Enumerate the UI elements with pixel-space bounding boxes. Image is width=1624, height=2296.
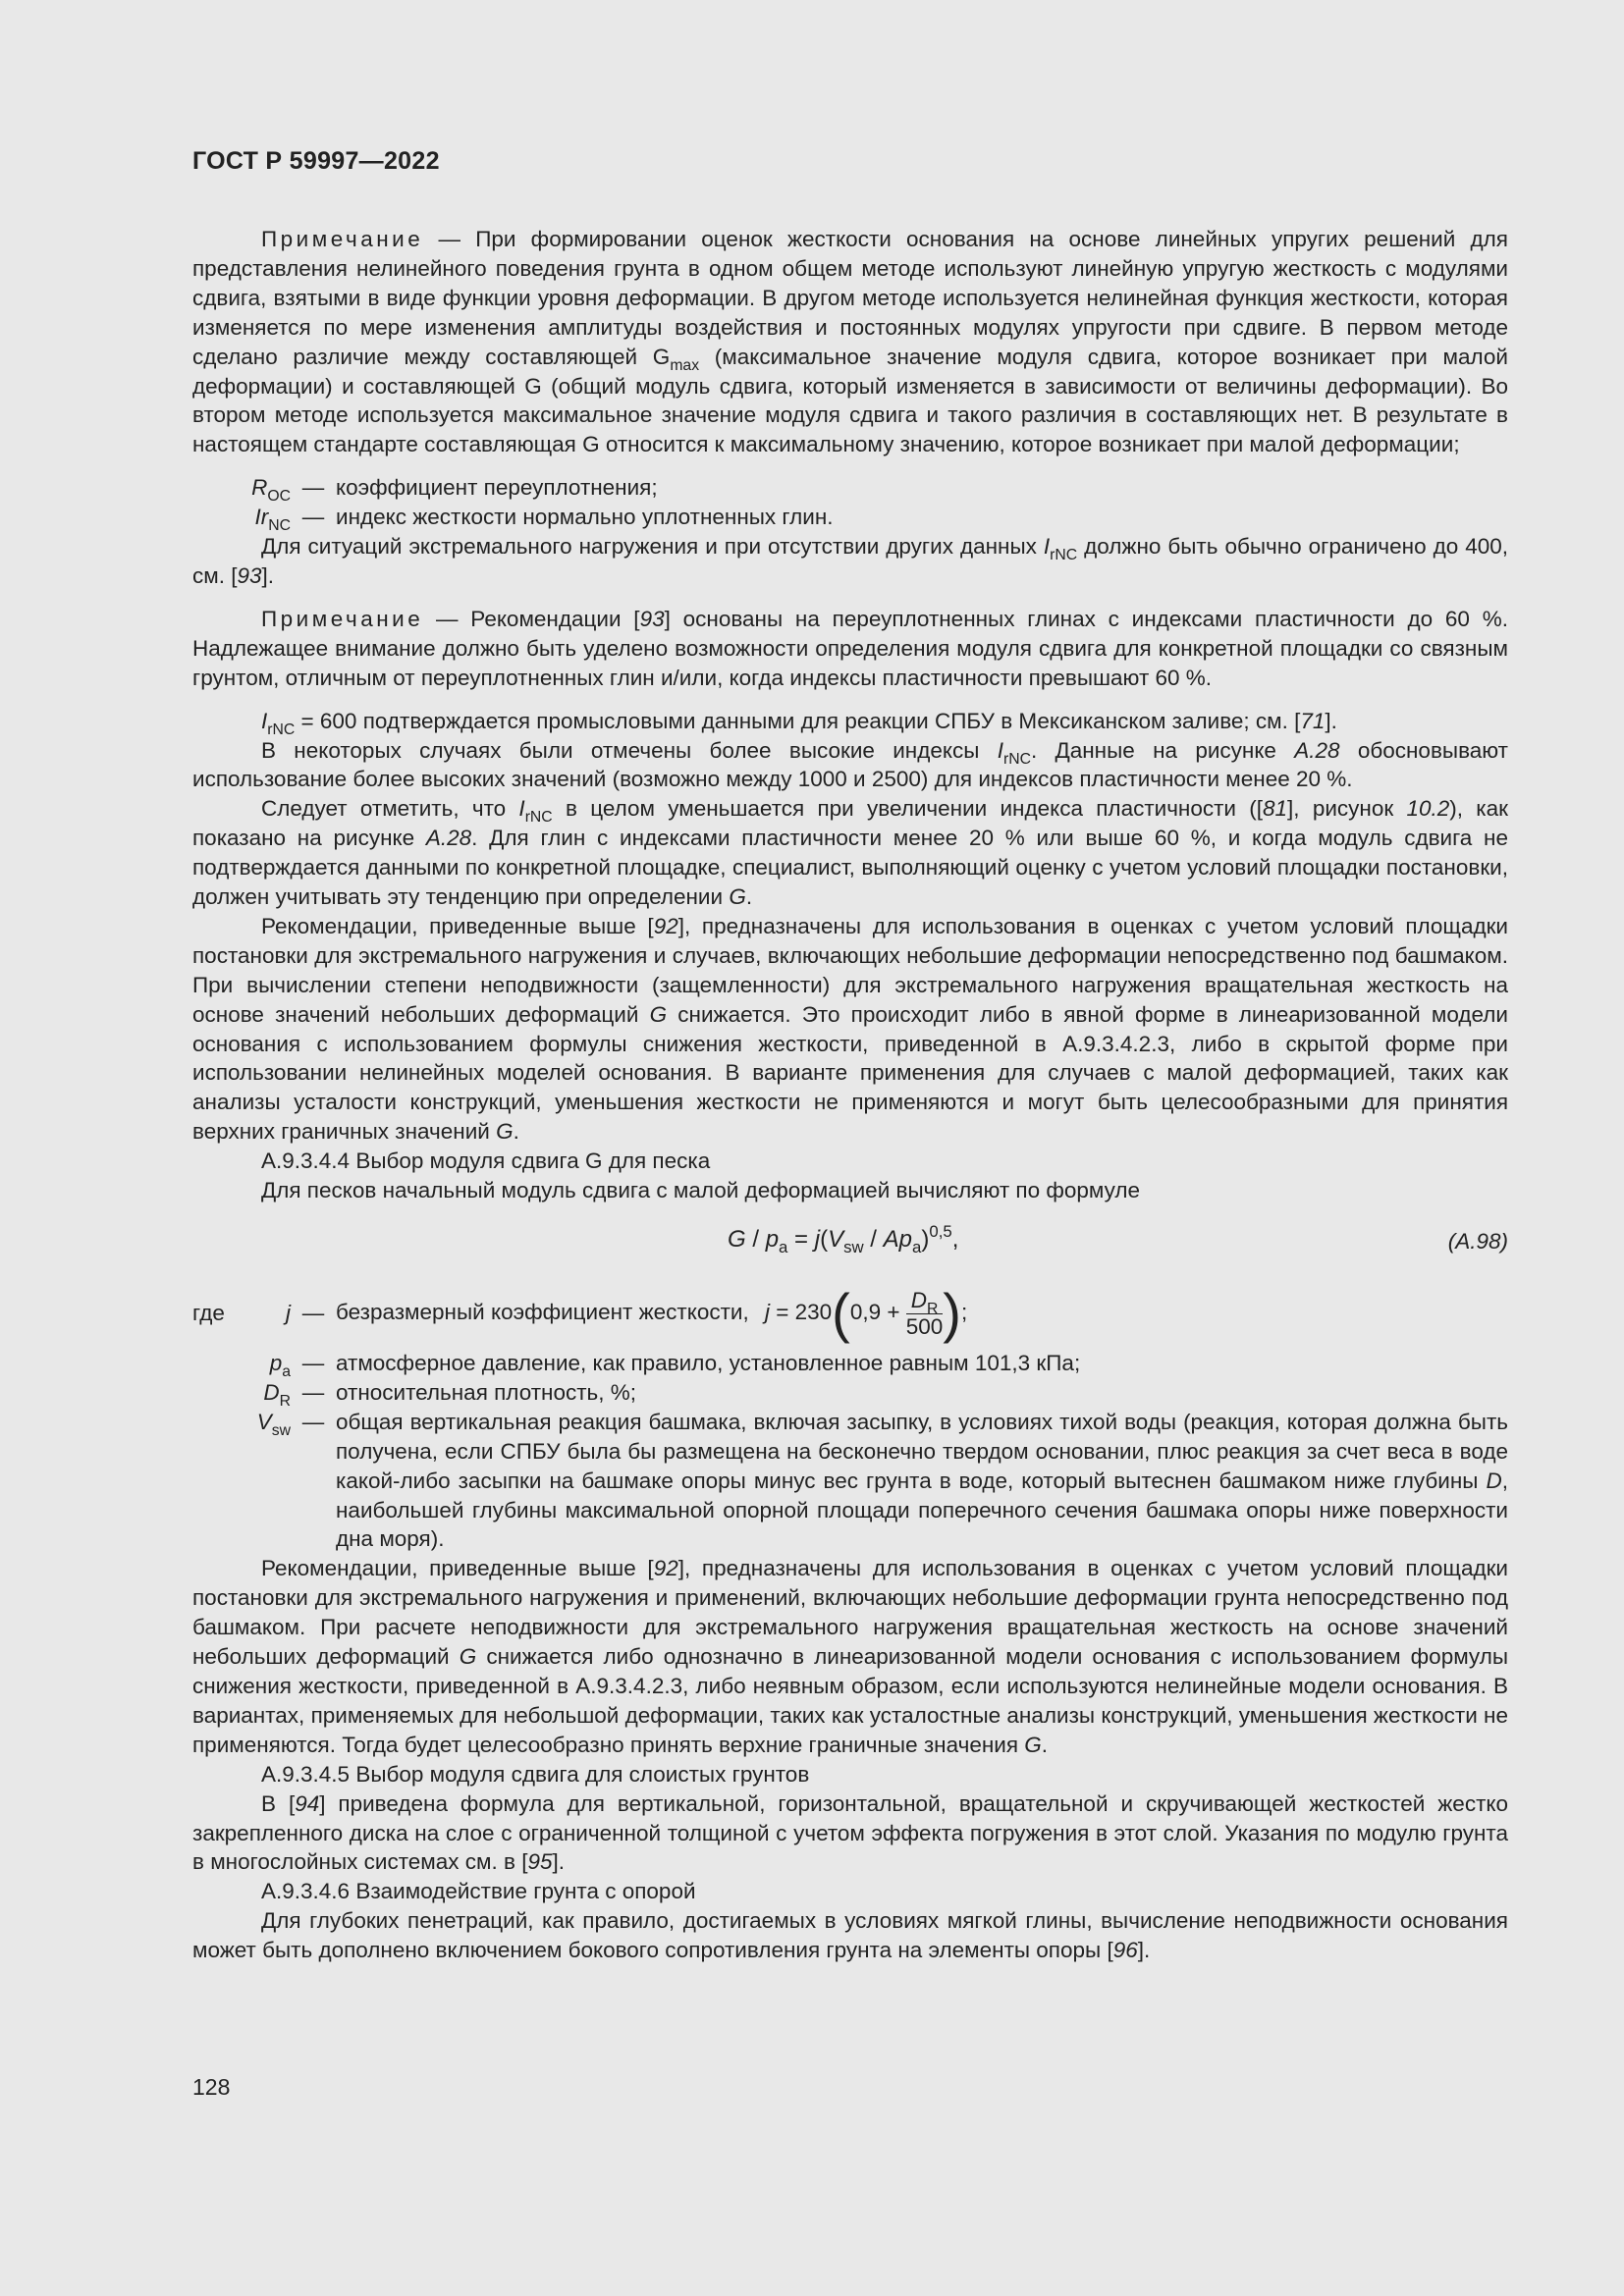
fraction: $\frac{D_R}{500}$ <box>905 1287 944 1339</box>
paragraph: Рекомендации, приведенные выше [92], предназначены для использования в оценках с учетом условий площадки постановки для экстремального нагружения и применений, включающих небольшие деформации грунта непосредственно под башмаком. При расчете неподвижности для экстремального нагружения вращательная жесткость на основе значений небольших деформаций G снижается либо однозначно в линеаризованной модели основания с использованием формулы снижения жесткости, приведенной в А.9.3.4.2.3, либо неявным образом, если используются нелинейные модели основания. В вариантах, применяемых для небольшой деформации, таких как усталостные анализы конструкций, уменьшения жесткости не применяются. Тогда будет целесообразно принять верхние граничные значения G. <box>192 1556 1508 1757</box>
definition-list <box>192 473 1508 535</box>
document-body <box>192 225 1508 1965</box>
section-heading: А.9.3.4.5 Выбор модуля сдвига для слоистых грунтов <box>261 1761 810 1787</box>
note-paragraph: Примечание — При формировании оценок жесткости основания на основе линейных упругих решений для представления нелинейного поведения грунта в одном общем методе используют линейную упругую жесткость с модулями сдвига, взятыми в виде функции уровня деформации. В другом методе используется нелинейная функция жесткости, которая изменяется по мере изменения амплитуды воздействия и постоянных модулях упругости при сдвиге. В первом методе сделано различие между составляющей $G_{max}$ (максимальное значение модуля сдвига, которое возникает при малой деформации) и составляющей G (общий модуль сдвига, который изменяется в зависимости от величины деформации). Во втором методе используется максимальное значение модуля сдвига и такого различия в составляющих нет. В результате в настоящем стандарте составляющая G относится к максимальному значению, которое возникает при малой деформации; <box>192 227 1508 457</box>
paragraph: Для песков начальный модуль сдвига с малой деформацией вычисляют по формуле <box>261 1178 1141 1203</box>
definition-item: $R_{OC}$ — коэффициент переуплотнения; <box>251 475 658 506</box>
formula: $G / p_a = j(V_{sw} / Ap_a)^{0,5}$, <box>728 1222 959 1256</box>
formula-block <box>192 1213 1508 1274</box>
page-header: ГОСТ Р 59997—2022 <box>192 147 440 175</box>
note-label: Примечание <box>261 227 424 251</box>
definition-item: $p_a$ — атмосферное давление, как правило, установленное равным 101,3 кПа; <box>269 1351 1081 1380</box>
definition-item: $Ir_{NC}$ — индекс жесткости нормально уплотненных глин. <box>254 505 834 535</box>
paragraph: Следует отметить, что $I_{rNC}$ в целом уменьшается при увеличении индекса пластичности ([81], рисунок 10.2), как показано на рисунке A.28. Для глин с индексами пластичности менее 20 % или выше 60 %, и когда модуль сдвига не подтверждается данными по конкретной площадке, специалист, выполняющий оценку с учетом условий площадки постановки, должен учитывать эту тенденцию при определении G. <box>192 796 1508 910</box>
definition-item: $D_R$ — относительная плотность, %; <box>263 1379 636 1410</box>
paragraph: Для глубоких пенетраций, как правило, достигаемых в условиях мягкой глины, вычисление неподвижности основания может быть дополнено включением бокового сопротивления грунта на элементы опоры [96]. <box>192 1908 1508 1963</box>
definition-item: где j — безразмерный коэффициент жесткости, j = 230(0,9 + $\frac{D_R}{500}$ ); <box>192 1282 968 1344</box>
section-heading: А.9.3.4.4 Выбор модуля сдвига G для песка <box>261 1148 711 1174</box>
definition-list <box>192 1349 1508 1554</box>
section-heading: А.9.3.4.6 Взаимодействие грунта с опорой <box>261 1879 696 1904</box>
definition-item: $V_{sw}$ — общая вертикальная реакция башмака, включая засыпку, в условиях тихой воды (реакция, которая должна быть получена, если СПБУ была бы размещена на бесконечно твердом основании, плюс реакция за счет веса в воде какой-либо засыпки на башмаке опоры минус вес грунта в воде, который вытеснен башмаком ниже глубины D, наибольшей глубины максимальной опорной площади поперечного сечения башмака опоры ниже поверхности дна моря). <box>256 1409 1508 1552</box>
formula-number: (А.98) <box>1447 1229 1508 1254</box>
paragraph: Рекомендации, приведенные выше [92], предназначены для использования в оценках с учетом условий площадки постановки для экстремального нагружения и случаев, включающих небольшие деформации непосредственно под башмаком. При вычислении степени неподвижности (защемленности) для экстремального нагружения вращательная жесткость на основе значений небольших деформаций G снижается. Это происходит либо в явной форме в линеаризованной модели основания с использованием формулы снижения жесткости, приведенной в А.9.3.4.2.3, либо в скрытой форме при использовании нелинейных моделей основания. В варианте применения для случаев с малой деформацией, таких как анализы усталости конструкций, уменьшения жесткости не применяются и могут быть целесообразными для принятия верхних граничных значений G. <box>192 913 1508 1145</box>
note-paragraph: Примечание — Рекомендации [93] основаны на переуплотненных глинах с индексами пластичности до 60 %. Надлежащее внимание должно быть уделено возможности определения модуля сдвига для конкретной площадки со связным грунтом, отличным от переуплотненных глин и/или, когда индексы пластичности превышают 60 %. <box>192 606 1508 690</box>
paragraph: В некоторых случаях были отмечены более высокие индексы $I_{rNC}$. Данные на рисунке A.28 обосновывают использование более высоких значений (возможно между 1000 и 2500) для индексов пластичности менее 20 %. <box>192 737 1508 792</box>
paragraph: В [94] приведена формула для вертикальной, горизонтальной, вращательной и скручивающей жесткостей жестко закрепленного диска на слое с ограниченной толщиной с учетом эффекта погружения в этот слой. Указания по модулю грунта в многослойных системах см. в [95]. <box>192 1790 1508 1875</box>
page-number: 128 <box>192 2074 231 2100</box>
paragraph: Для ситуаций экстремального нагружения и при отсутствии других данных $I_{rNC}$ должно быть обычно ограничено до 400, см. [93]. <box>192 534 1508 588</box>
paragraph: $I_{rNC} = 600$ подтверждается промысловыми данными для реакции СПБУ в Мексиканском заливе; см. [71]. <box>261 708 1337 738</box>
note-label: Примечание <box>261 606 424 631</box>
